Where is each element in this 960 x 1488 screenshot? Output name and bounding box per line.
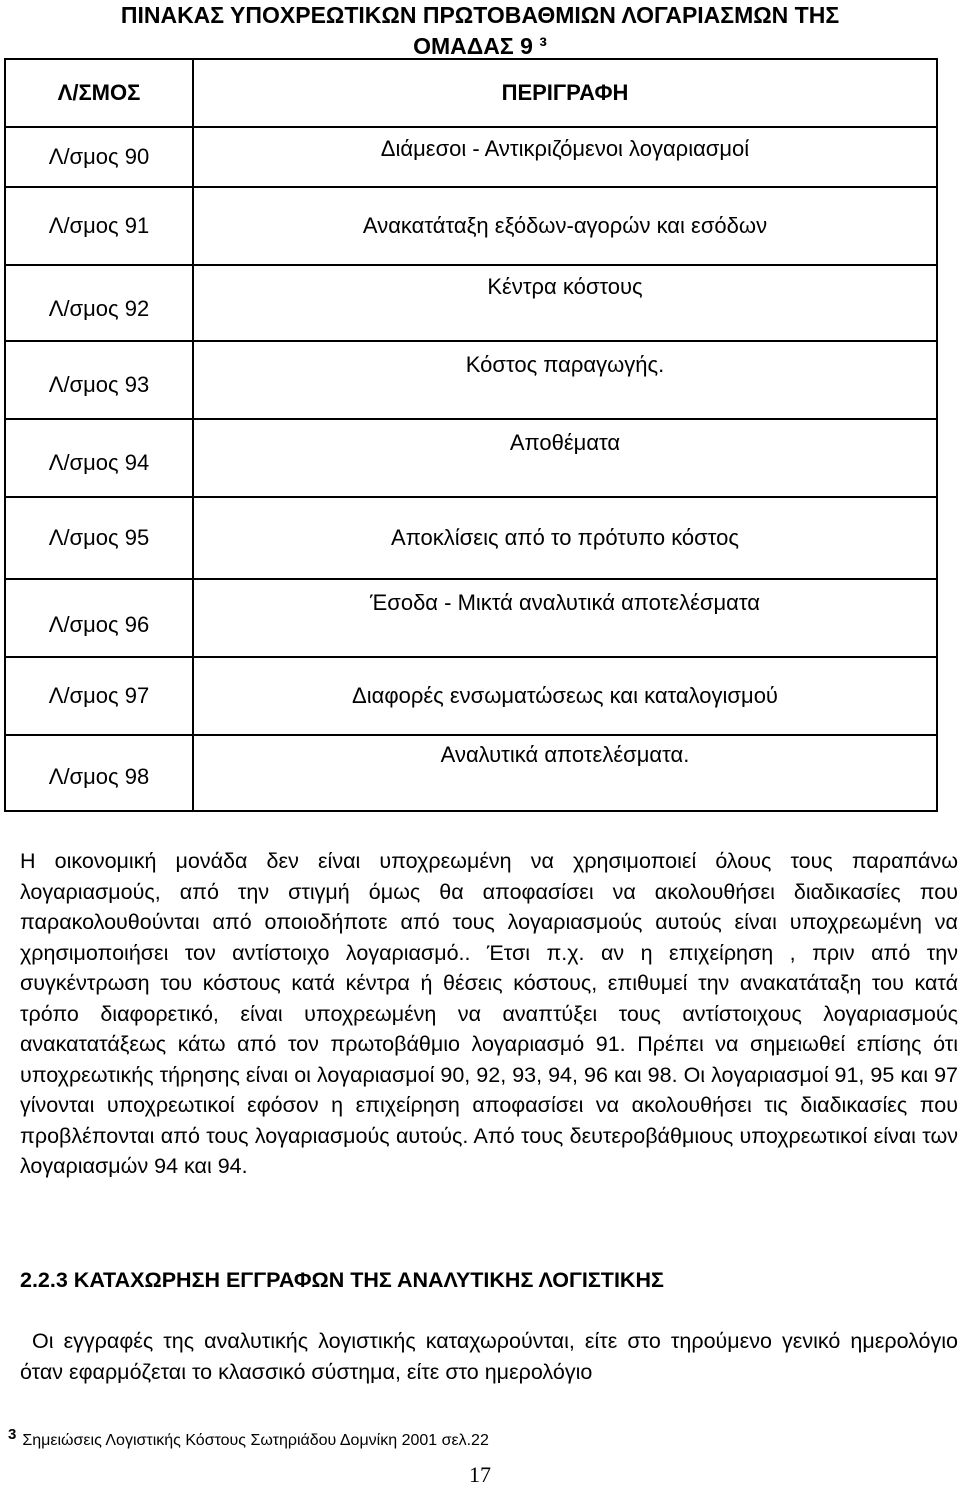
account-cell: Λ/σμος 90 <box>5 127 193 187</box>
section-heading: 2.2.3 ΚΑΤΑΧΩΡΗΣΗ ΕΓΓΡΑΦΩΝ ΤΗΣ ΑΝΑΛΥΤΙΚΗΣ ΛΟΓΙΣΤΙΚΗΣ <box>20 1268 664 1292</box>
table-row <box>5 657 937 735</box>
description-cell: Αναλυτικά αποτελέσματα. <box>193 735 937 811</box>
body-paragraph-1: Η οικονομική μονάδα δεν είναι υποχρεωμένη να χρησιμοποιεί όλους τους παραπάνω λογαριασμούς, από την στιγμή όμως θα αποφασίσει να ακολουθήσει διαδικασίες που παρακολουθούνται από οποιοδήποτε από τους λογαριασμούς αυτούς είναι υποχρεωμένη να χρησιμοποιήσει τον αντίστοιχο λογαριασμό.. Έτσι π.χ. αν η επιχείρηση , πριν από την συγκέντρωση του κόστους κατά κέντρα ή θέσεις κόστους, επιθυμεί την ανακατάταξη του κατά τρόπο διαφορετικό, είναι υποχρεωμένη να αναπτύξει τους αντίστοιχους λογαριασμούς ανακατατάξεως κάτω από τον πρωτοβάθμιο λογαριασμό 91. Πρέπει να σημειωθεί επίσης ότι υποχρεωτικής τήρησης είναι οι λογαριασμοί 90, 92, 93, 94, 96 και 98. Οι λογαριασμοί 91, 95 και 97 γίνονται υποχρεωτικοί εφόσον η επιχείρηση αποφασίσει να ακολουθήσει τις διαδικασίες που προβλέπονται από τους λογαριασμούς αυτούς. Από τους δευτεροβάθμιους υποχρεωτικοί είναι των λογαριασμών 94 και 94. <box>20 849 958 1178</box>
title-line-2: ΟΜΑΔΑΣ 9 ³ <box>413 33 547 59</box>
description-cell: Ανακατάταξη εξόδων-αγορών και εσόδων <box>193 187 937 265</box>
table-row <box>5 187 937 265</box>
body-paragraph-2: Οι εγγραφές της αναλυτικής λογιστικής καταχωρούνται, είτε στο τηρούμενο γενικό ημερολόγιο όταν εφαρμόζεται το κλασσικό σύστημα, είτε στο ημερολόγιο <box>20 1329 958 1384</box>
table-row <box>5 735 937 811</box>
table-row <box>5 341 937 419</box>
title-line-1: ΠΙΝΑΚΑΣ ΥΠΟΧΡΕΩΤΙΚΩΝ ΠΡΩΤΟΒΑΘΜΙΩΝ ΛΟΓΑΡΙΑΣΜΩΝ ΤΗΣ <box>120 2 840 28</box>
table-row <box>5 265 937 341</box>
table-row <box>5 497 937 579</box>
table-row <box>5 419 937 497</box>
account-cell: Λ/σμος 98 <box>5 735 193 811</box>
page-title <box>40 0 920 62</box>
account-cell: Λ/σμος 95 <box>5 497 193 579</box>
page-number: 17 <box>469 1462 491 1487</box>
description-cell: Αποκλίσεις από το πρότυπο κόστος <box>193 497 937 579</box>
account-cell: Λ/σμος 94 <box>5 419 193 497</box>
description-cell: Διάμεσοι - Αντικριζόμενοι λογαριασμοί <box>193 127 937 187</box>
account-cell: Λ/σμος 93 <box>5 341 193 419</box>
description-cell: Κέντρα κόστους <box>193 265 937 341</box>
description-cell: Διαφορές ενσωματώσεως και καταλογισμού <box>193 657 937 735</box>
table-row <box>5 579 937 657</box>
account-cell: Λ/σμος 96 <box>5 579 193 657</box>
table-row <box>5 127 937 187</box>
table-header-row <box>5 59 937 127</box>
description-cell: Κόστος παραγωγής. <box>193 341 937 419</box>
footnote <box>8 1426 489 1450</box>
description-cell: Έσοδα - Μικτά αναλυτικά αποτελέσματα <box>193 579 937 657</box>
accounts-table <box>4 58 938 812</box>
footnote-text: Σημειώσεις Λογιστικής Κόστους Σωτηριάδου Δομνίκη 2001 σελ.22 <box>22 1432 489 1449</box>
footnote-mark: 3 <box>8 1426 17 1443</box>
column-header-account: Λ/ΣΜΟΣ <box>5 59 193 127</box>
account-cell: Λ/σμος 92 <box>5 265 193 341</box>
description-cell: Αποθέματα <box>193 419 937 497</box>
column-header-description: ΠΕΡΙΓΡΑΦΗ <box>193 59 937 127</box>
account-cell: Λ/σμος 91 <box>5 187 193 265</box>
account-cell: Λ/σμος 97 <box>5 657 193 735</box>
